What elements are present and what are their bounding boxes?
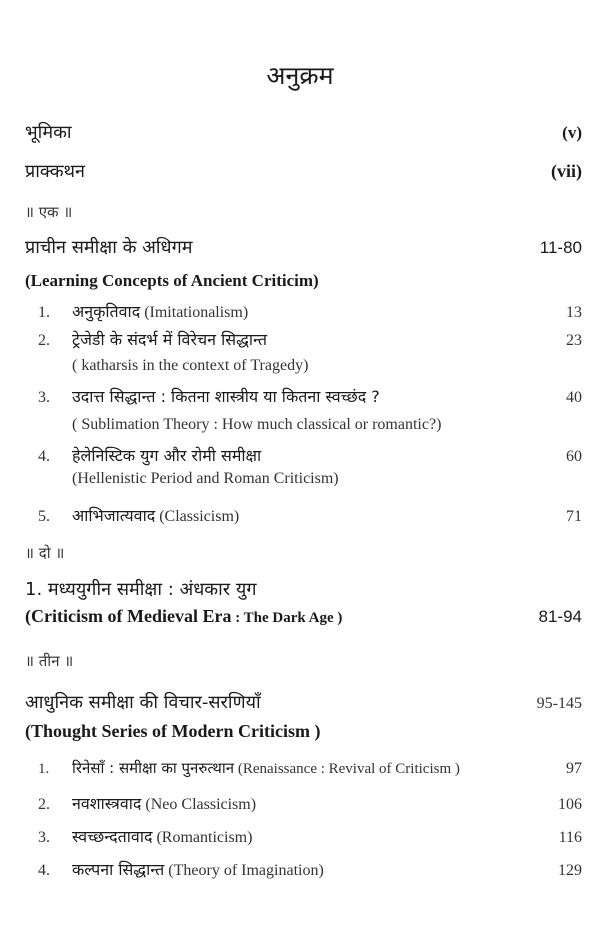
item-number: 3.	[38, 829, 50, 846]
toc-item	[38, 300, 582, 322]
part1-heading	[25, 235, 582, 259]
item-title-hi: ट्रेजेडी के संदर्भ में विरेचन सिद्धान्त	[72, 330, 268, 349]
entry-title: प्राक्कथन	[25, 161, 86, 182]
item-title-en: (Classicism)	[159, 508, 240, 525]
toc-item	[38, 444, 582, 466]
item-number: 3.	[38, 389, 50, 406]
item-number: 2.	[38, 796, 50, 813]
section-pages: 11-80	[539, 238, 582, 257]
item-title-hi: कल्पना सिद्धान्त	[72, 860, 165, 879]
item-title-hi: आभिजात्यवाद	[72, 506, 156, 525]
part3-heading	[25, 690, 582, 714]
item-page: 116	[558, 829, 582, 846]
toc-item	[38, 328, 582, 350]
toc-item	[38, 504, 582, 526]
item-page: 60	[566, 448, 582, 465]
part1-heading-en: (Learning Concepts of Ancient Criticim)	[25, 271, 319, 290]
part-marker-3: ॥ तीन ॥	[25, 652, 74, 670]
item-title-hi: नवशास्त्रवाद	[72, 794, 142, 813]
toc-item	[38, 825, 582, 847]
item-page: 129	[558, 862, 582, 879]
item-number: 4.	[38, 448, 50, 465]
part2-heading-en-row	[25, 606, 582, 627]
item-number: 1.	[38, 761, 50, 777]
item-page: 71	[566, 508, 582, 525]
item-title-hi: अनुकृतिवाद	[72, 302, 141, 321]
section-pages: 81-94	[538, 607, 582, 626]
toc-item	[38, 385, 582, 407]
entry-page: (vii)	[551, 161, 582, 181]
part3-heading-en: (Thought Series of Modern Criticism )	[25, 721, 321, 741]
section-title: प्राचीन समीक्षा के अधिगम	[25, 237, 193, 258]
item-page: 23	[566, 332, 582, 349]
toc-entry-bhumika	[25, 120, 582, 144]
item-title-hi: उदात्त सिद्धान्त : कितना शास्त्रीय या कितना स्वच्छंद ?	[72, 387, 380, 406]
item-title-hi: हेलेनिस्टिक युग और रोमी समीक्षा	[72, 446, 262, 465]
item-page: 13	[566, 304, 582, 321]
entry-title: भूमिका	[25, 122, 72, 143]
section-title-en: (Criticism of Medieval Era	[25, 606, 232, 626]
item-title-en: ( katharsis in the context of Tragedy)	[72, 357, 309, 374]
item-title-hi: स्वच्छन्दतावाद	[72, 827, 153, 846]
item-title-hi: रिनेसॉं : समीक्षा का पुनरुत्थान	[72, 759, 235, 777]
toc-item	[38, 858, 582, 880]
item-title-en: (Theory of Imagination)	[168, 862, 324, 879]
toc-item	[38, 758, 582, 778]
part-marker-2: ॥ दो ॥	[25, 544, 65, 562]
item-title-en: (Romanticism)	[156, 829, 253, 846]
page-title: अनुक्रम	[266, 61, 334, 90]
item-number: 2.	[38, 332, 50, 349]
toc-entry-prakkathan	[25, 159, 582, 183]
part2-heading: 1. मध्ययुगीन समीक्षा : अंधकार युग	[25, 579, 257, 600]
part-marker-1: ॥ एक ॥	[25, 203, 73, 221]
item-page: 106	[558, 796, 582, 813]
item-title-en: (Hellenistic Period and Roman Criticism)	[72, 470, 339, 487]
item-title-en: (Imitationalism)	[144, 304, 249, 321]
item-number: 4.	[38, 862, 50, 879]
section-title: आधुनिक समीक्षा की विचार-सरणियाँ	[25, 692, 261, 713]
item-number: 1.	[38, 304, 50, 321]
toc-item	[38, 792, 582, 814]
item-title-en: ( Sublimation Theory : How much classical or romantic?)	[72, 416, 442, 433]
entry-page: (v)	[562, 123, 582, 142]
item-title-en: (Neo Classicism)	[145, 796, 257, 813]
item-page: 97	[566, 760, 582, 777]
section-pages: 95-145	[536, 695, 582, 712]
section-title-en-sub: : The Dark Age )	[231, 610, 343, 626]
item-title-en: (Renaissance : Revival of Criticism )	[237, 761, 460, 777]
item-number: 5.	[38, 508, 50, 525]
item-page: 40	[566, 389, 582, 406]
